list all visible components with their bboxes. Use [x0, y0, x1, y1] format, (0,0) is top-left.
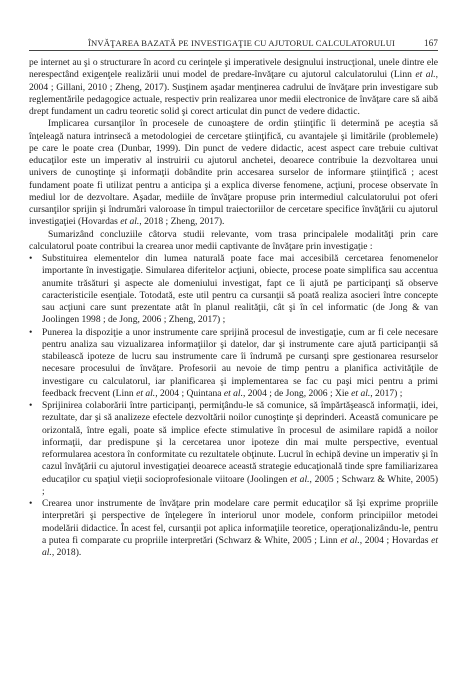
- bullet-item-punerea: [29, 327, 438, 401]
- paragraph-continuation: [29, 57, 438, 118]
- book-page: [29, 38, 438, 559]
- citation-etal: et al.: [136, 387, 156, 399]
- text-run: pe internet au şi o structurare în acord cu cerinţele şi imperativele designului instrucţional, unele dintre ele nerespectând exigenţele realizării unui model de predare-învăţare cu ajutorul calculatorului (Linn: [29, 57, 438, 81]
- bullet-text: [42, 327, 438, 399]
- bullet-text: [42, 253, 438, 325]
- bullet-item-crearea: [29, 498, 438, 559]
- text-run: Substituirea elementelor din lumea naturală poate face mai accesibilă cercetarea fenomenelor importante în investigaţie. Simularea diferitelor acţiuni, obiecte, procese poate simplifica sau accentua anumite trăsături şi aspecte ale domeniului investigat, fapt ce îi ajută pe participanţi să observe caracteristicile esenţiale. Totodată, este util pentru ca cursanţii să poată realiza asocieri între concepte sau acţiuni care sunt prezentate atât în planul realităţii, cât şi în cel informatic (de Jong & van Joolingen 1998 ; de Jong, 2006 ; Zheng, 2017) ;: [42, 253, 438, 326]
- citation-etal: et al.: [42, 534, 438, 558]
- bullet-list: [29, 253, 438, 559]
- citation-etal: et al.: [120, 216, 140, 228]
- citation-etal: et al.: [223, 387, 243, 399]
- bullet-item-substituirea: [29, 253, 438, 327]
- bullet-text: [42, 498, 438, 558]
- citation-etal: et al.: [290, 473, 310, 485]
- text-run: , 2017) ;: [370, 387, 403, 399]
- text-run: , 2004 ; Quintana: [155, 387, 224, 399]
- running-title: ÎNVĂŢAREA BAZATĂ PE INVESTIGAŢIE CU AJUTORUL CALCULATORULUI: [87, 38, 396, 48]
- text-run: Implicarea cursanţilor în procesele de cunoaştere de ordin ştiinţific îi determină pe aceştia să înţeleagă natura intrinsecă a metodologiei de cercetare ştiinţifică, cu avantajele şi limitările (problemele) pe care le poate crea (Dunbar, 1999). Din punct de vedere didactic, acest aspect care trebuie cultivat educaţilor este un imperativ al instruirii cu ajutorul anchetei, deoarece contribuie la dezvoltarea unui univers de cunoştinţe şi informaţii dobândite prin accesarea surselor de informare ştiinţifică ; acest fundament poate fi utilizat pentru a anticipa şi a explica diverse fenomene, acţiuni, procese observate în mediul lor de dezvoltare. Aşadar, mediile de învăţare propuse prin intermediul calculatorului pot oferi cursanţilor sprijin şi îndrumări valoroase în timpul traiectoriilor de cercetare specifice învăţării cu ajutorul investigaţiei (Hovardas: [29, 118, 438, 228]
- text-run: , 2005 ; Schwarz & White, 2005) ;: [42, 473, 439, 497]
- body-text: [29, 57, 438, 559]
- text-run: , 2018 ; Zheng, 2017).: [139, 216, 225, 228]
- citation-etal: et al.: [415, 69, 436, 81]
- text-run: Sprijinirea colaborării între participanţi, permiţându-le să comunice, să împărtăşească informaţii, idei, rezultate, dar şi să analizeze efectele dezvoltării noilor cunoştinţe şi deprinderi. Această comunicare pe orizontală, între egali, poate să implice efecte stimulative în procesul de asimilare rapidă a noilor informaţii, dar predispune şi la cercetarea unor ipoteze din mai multe perspective, eventual reformularea acestora în conformitate cu rezultatele obţinute. Lucrul în echipă devine un imperativ şi în cazul învăţării cu ajutorul investigaţiei deoarece această strategie educaţională tinde spre familiarizarea educaţilor cu spaţiul vieţii socioprofesionale viitoare (Joolingen: [42, 400, 438, 485]
- bullet-icon: •: [29, 400, 33, 411]
- bullet-text: [42, 400, 438, 497]
- text-run: , 2018).: [51, 547, 82, 558]
- text-run: , 2004 ; Gillani, 2010 ; Zheng, 2017). Susţinem aşadar menţinerea cadrului de învăţare prin investigare sub reglementările pedagogice actuale, respectiv prin realizarea unor medii electronice de învăţare care să aibă drept fundament un cadru teoretic solid şi corect articulat din punct de vedere didactic.: [29, 69, 438, 117]
- running-header: [29, 38, 438, 51]
- page-number: 167: [424, 38, 438, 48]
- text-run: Punerea la dispoziţie a unor instrumente care sprijină procesul de investigaţie, cum ar fi cele necesare pentru analiza sau vizualizarea informaţiilor şi datelor, dar şi instrumente care ajută participanţii să stabilească ipoteze de lucru sau instrumente care îi îndrumă pe cursanţi spre gestionarea resurselor necesare procesului de învăţare. Profesorii au nevoie de timp pentru a planifica activităţile de investigare cu calculatorul, iar planificarea şi implementarea se fac cu paşi mici pentru a primi feedback frecvent (Linn: [42, 326, 438, 399]
- bullet-item-sprijinirea: [29, 400, 438, 498]
- bullet-icon: •: [29, 498, 33, 509]
- text-run: Crearea unor instrumente de învăţare prin modelare care permit educaţilor să îşi exprime propriile interpretări şi perspective de înţelegere în interiorul unor modele, conform principiilor metodei modelării didactice. În acest fel, cursanţii pot aplica informaţiile teoretice, operaţionalizându-le, pentru a putea fi comparate cu propriile interpretări (Schwarz & White, 2005 ; Linn: [42, 498, 438, 546]
- bullet-icon: •: [29, 253, 33, 264]
- bullet-icon: •: [29, 326, 33, 338]
- citation-etal: et al.: [340, 534, 360, 546]
- paragraph-sumarizand: [29, 229, 438, 254]
- citation-etal: et al.: [351, 387, 371, 399]
- paragraph-implicarea: [29, 118, 438, 228]
- text-run: Sumarizând concluziile câtorva studii relevante, vom trasa principalele modalităţi prin care calculatorul poate contribui la crearea unor medii captivante de învăţare prin investigaţie :: [29, 228, 438, 252]
- text-run: , 2004 ; de Jong, 2006 ; Xie: [242, 387, 352, 399]
- text-run: , 2004 ; Hovardas: [359, 534, 432, 546]
